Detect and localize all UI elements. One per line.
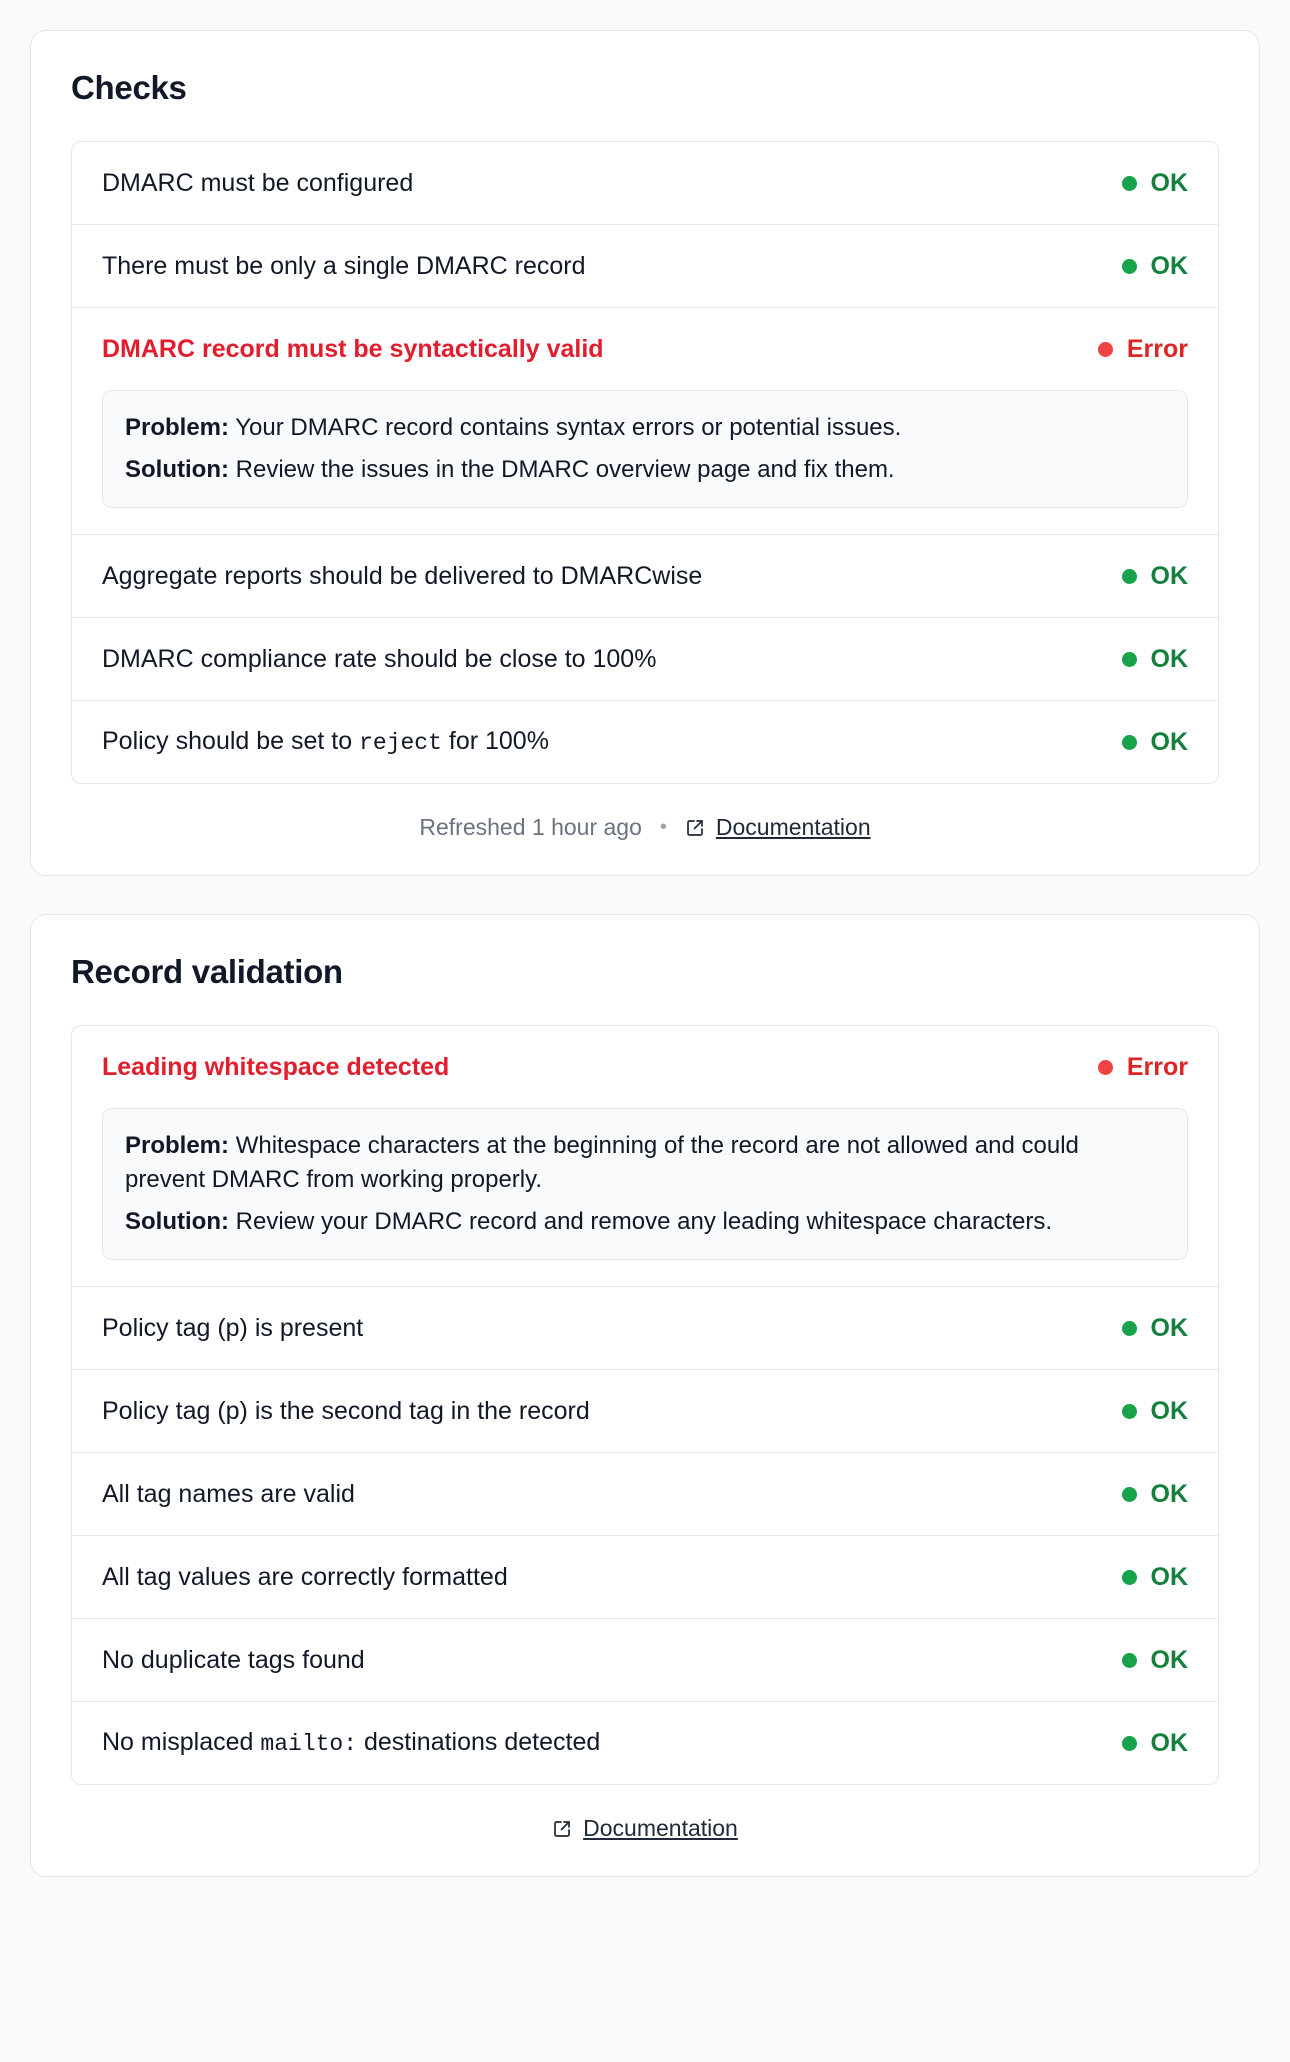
status-badge (1102, 1729, 1189, 1758)
problem-line (125, 411, 1165, 445)
check-label: DMARC record must be syntactically valid (102, 334, 604, 363)
record-validation-card (30, 914, 1260, 1877)
check-row (72, 618, 1218, 700)
check-label: Aggregate reports should be delivered to DMARCwise (102, 561, 703, 590)
list-item (72, 700, 1218, 783)
status-badge (1102, 1563, 1189, 1592)
check-label-code: mailto: (260, 1731, 358, 1758)
problem-line (125, 1129, 1165, 1197)
documentation-link[interactable] (685, 814, 871, 841)
status-label: OK (1150, 727, 1188, 756)
solution-label: Solution: (125, 456, 229, 484)
status-dot-icon (1122, 1736, 1137, 1751)
status-dot-icon (1122, 176, 1137, 191)
check-label (102, 725, 549, 759)
checks-card (30, 30, 1260, 876)
status-badge (1102, 1480, 1189, 1509)
refreshed-text: Refreshed 1 hour ago (419, 814, 642, 841)
status-dot-icon (1122, 569, 1137, 584)
check-label-prefix: Policy should be set to (102, 727, 360, 756)
status-label: OK (1150, 1728, 1188, 1757)
solution-text: Review your DMARC record and remove any leading whitespace characters. (235, 1208, 1053, 1236)
list-item (72, 1701, 1218, 1784)
record-validation-list (71, 1025, 1219, 1785)
checks-list (71, 141, 1219, 784)
check-label: All tag names are valid (102, 1480, 355, 1509)
check-row (72, 225, 1218, 307)
check-label-prefix: No misplaced (102, 1728, 261, 1757)
solution-text: Review the issues in the DMARC overview page and fix them. (235, 456, 895, 484)
check-row (72, 1453, 1218, 1535)
list-item (72, 1026, 1218, 1260)
status-dot-icon (1122, 1404, 1137, 1419)
status-label: OK (1150, 1313, 1188, 1342)
status-badge (1102, 562, 1189, 591)
status-label: OK (1150, 1645, 1188, 1674)
status-badge (1102, 252, 1189, 281)
check-label: DMARC compliance rate should be close to 100% (102, 644, 657, 673)
list-item (72, 307, 1218, 508)
footer-separator: • (659, 816, 667, 839)
status-badge (1102, 1314, 1189, 1343)
status-dot-icon (1098, 342, 1113, 357)
check-detail (102, 1108, 1188, 1260)
status-label: Error (1126, 334, 1188, 363)
check-row (72, 1287, 1218, 1369)
documentation-link[interactable] (552, 1815, 738, 1842)
check-label: Policy tag (p) is present (102, 1314, 364, 1343)
status-badge (1078, 1053, 1188, 1082)
status-badge (1102, 1397, 1189, 1426)
list-item (72, 1535, 1218, 1618)
list-item (72, 142, 1218, 224)
status-dot-icon (1122, 1487, 1137, 1502)
status-label: OK (1150, 561, 1188, 590)
status-dot-icon (1122, 1653, 1137, 1668)
check-row (72, 1370, 1218, 1452)
status-label: OK (1150, 1396, 1188, 1425)
check-row (72, 142, 1218, 224)
solution-line (125, 453, 1165, 487)
status-badge (1102, 728, 1189, 757)
check-label: Policy tag (p) is the second tag in the record (102, 1397, 590, 1426)
documentation-label: Documentation (583, 1815, 738, 1842)
problem-label: Problem: (125, 414, 230, 441)
external-link-icon (552, 1819, 572, 1839)
solution-label: Solution: (125, 1208, 229, 1236)
check-label: All tag values are correctly formatted (102, 1563, 508, 1592)
check-row (72, 535, 1218, 617)
status-badge (1102, 169, 1189, 198)
check-label: Leading whitespace detected (102, 1052, 450, 1081)
check-detail (102, 390, 1188, 508)
check-label-suffix: destinations detected (357, 1728, 601, 1757)
check-label (102, 1726, 600, 1760)
documentation-label: Documentation (715, 814, 871, 841)
check-row (72, 701, 1218, 783)
status-dot-icon (1122, 652, 1137, 667)
list-item (72, 1452, 1218, 1535)
list-item (72, 534, 1218, 617)
status-label: OK (1150, 168, 1188, 197)
status-label: OK (1150, 251, 1188, 280)
list-item (72, 1286, 1218, 1369)
check-label: No duplicate tags found (102, 1646, 365, 1675)
list-item (72, 1618, 1218, 1701)
status-label: OK (1150, 1479, 1188, 1508)
list-item (72, 617, 1218, 700)
problem-label: Problem: (125, 1132, 230, 1160)
status-dot-icon (1122, 735, 1137, 750)
status-label: OK (1150, 644, 1188, 673)
status-badge (1102, 645, 1189, 674)
checks-footer (71, 814, 1219, 841)
check-row (72, 1026, 1218, 1108)
check-label-suffix: for 100% (441, 727, 549, 756)
check-row (72, 1702, 1218, 1784)
check-row (72, 1536, 1218, 1618)
list-item (72, 1369, 1218, 1452)
status-dot-icon (1122, 1570, 1137, 1585)
check-label: There must be only a single DMARC record (102, 251, 586, 280)
record-validation-title: Record validation (71, 953, 343, 991)
status-dot-icon (1122, 259, 1137, 274)
list-item (72, 224, 1218, 307)
solution-line (125, 1205, 1165, 1239)
external-link-icon (685, 818, 705, 838)
check-label-code: reject (359, 730, 442, 757)
check-row (72, 308, 1218, 390)
page-title: Checks (71, 69, 187, 106)
check-label: DMARC must be configured (102, 168, 414, 197)
status-badge (1078, 335, 1188, 364)
problem-text: Your DMARC record contains syntax errors or potential issues. (235, 414, 902, 441)
status-label: Error (1126, 1052, 1188, 1081)
status-dot-icon (1098, 1060, 1113, 1075)
status-dot-icon (1122, 1321, 1137, 1336)
record-validation-footer (71, 1815, 1219, 1842)
status-badge (1102, 1646, 1189, 1675)
problem-text: Whitespace characters at the beginning of the record are not allowed and could prevent DMARC from working properly. (125, 1132, 1079, 1194)
check-row (72, 1619, 1218, 1701)
status-label: OK (1150, 1562, 1188, 1591)
